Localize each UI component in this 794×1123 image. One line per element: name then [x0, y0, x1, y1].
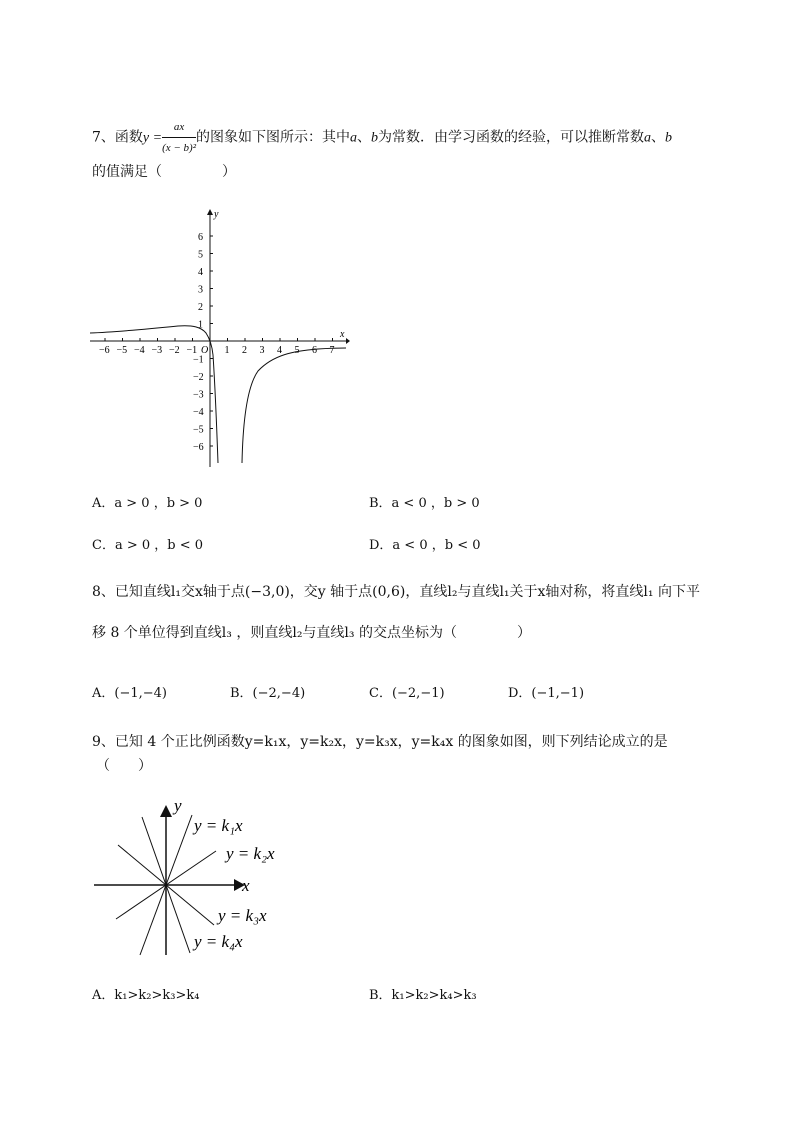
q8-close-paren: ） [516, 625, 531, 641]
q9-option-b[interactable]: B．k₁>k₂>k₄>k₃ [369, 988, 477, 1003]
q7-var-b2: b [665, 130, 673, 146]
q9-label-k3: y = k₃x [218, 906, 267, 925]
q7-text-after: 的图象如下图所示：其中 [196, 129, 351, 146]
q9-label-k1: y = k₁x [194, 816, 243, 835]
q8-option-a[interactable]: A．(−1,−4) [92, 686, 167, 701]
q9-y-label: y [174, 796, 182, 815]
q7-sep2: 、 [651, 129, 666, 146]
q7-x-tick-label: −2 [169, 345, 180, 356]
q7-frac-num: ax [162, 117, 196, 138]
q7-y-tick-label: −1 [193, 354, 204, 366]
q7-option-a[interactable]: A．a > 0 ，b > 0 [92, 496, 203, 511]
q7-text-mid: 为常数．由学习函数的经验，可以推断常数 [378, 129, 645, 146]
q7-x-tick-label: 2 [242, 345, 247, 356]
q7-y-tick-label: −2 [193, 372, 204, 383]
q7-x-tick-label: 5 [294, 345, 300, 356]
q7-y-tick-label: 4 [198, 267, 203, 278]
q7-y-tick-label: −3 [193, 389, 204, 401]
q9-stem-line1: 9、已知 4 个正比例函数y=k₁x，y=k₂x，y=k₃x，y=k₄x 的图象如图，则下列结论成立的是 [92, 734, 668, 750]
q7-x-label: x [340, 329, 345, 340]
q7-x-tick-label: −3 [151, 345, 163, 356]
q7-x-tick-label: 3 [259, 345, 265, 356]
q7-sep: 、 [357, 129, 372, 146]
q7-y-label: y [214, 209, 219, 220]
q7-x-arrow-icon [346, 338, 350, 344]
q7-x-tick-label: 1 [224, 345, 230, 356]
q7-x-tick-label: −1 [186, 345, 198, 356]
q7-y-eq: y = [142, 130, 163, 146]
q7-option-b[interactable]: B．a < 0 ，b > 0 [369, 496, 480, 511]
q9-x-label: x [242, 876, 250, 895]
q7-y-tick-label: −6 [193, 442, 204, 453]
q9-option-a[interactable]: A．k₁>k₂>k₃>k₄ [92, 988, 200, 1003]
q7-y-tick-label: −4 [193, 407, 204, 418]
q7-option-d[interactable]: D．a < 0 ，b < 0 [369, 538, 481, 553]
q7-number: 7、 [92, 129, 115, 146]
q9-label-k4: y = k₄x [194, 932, 243, 951]
q7-close-paren: ） [222, 164, 236, 180]
q7-y-arrow-icon [207, 209, 213, 215]
q8-option-b[interactable]: B．(−2,−4) [230, 686, 306, 701]
q8-stem-line1: 8、已知直线l₁交x轴于点(−3,0)，交y 轴于点(0,6)，直线l₂与直线l₁关于x轴对称，将直线l₁ 向下平 [92, 584, 700, 600]
q9-stem-line2: （ ） [96, 758, 152, 774]
q7-y-tick-label: 2 [198, 302, 203, 313]
q7-x-tick-label: 7 [329, 345, 335, 356]
q7-stem-line1 [92, 117, 672, 158]
q8-stem-line2 [92, 623, 531, 643]
q9-graph [90, 795, 310, 970]
q8-option-d[interactable]: D．(−1,−1) [508, 686, 585, 701]
q7-y-tick-label: 6 [198, 232, 203, 243]
q7-curve-right [242, 348, 346, 463]
q7-stem-line2 [92, 162, 236, 182]
q7-origin-label: O [201, 345, 209, 356]
q7-graph [88, 205, 353, 470]
q7-var-a: a [350, 130, 358, 146]
q7-var-b: b [371, 130, 379, 146]
q9-label-k2: y = k₂x [226, 844, 275, 863]
q7-x-tick-label: 6 [312, 345, 317, 356]
q7-y-tick-label: 5 [198, 249, 203, 261]
q7-line2: 的值满足（ [92, 164, 162, 180]
q7-y-tick-label: 3 [198, 284, 203, 296]
q7-x-tick-label: 4 [277, 345, 282, 356]
q8-line2: 移 8 个单位得到直线l₃ ，则直线l₂与直线l₃ 的交点坐标为（ [92, 625, 457, 641]
q7-x-tick-label: −5 [116, 345, 128, 356]
q7-x-tick-label: −4 [134, 345, 145, 356]
q7-fraction [162, 117, 196, 158]
q7-frac-den: (x − b)² [162, 142, 197, 154]
q7-y-tick-label: 1 [198, 319, 203, 331]
q7-var-a2: a [644, 130, 652, 146]
q7-option-c[interactable]: C．a > 0 ，b < 0 [92, 538, 204, 553]
q8-option-c[interactable]: C．(−2,−1) [369, 686, 445, 701]
q7-y-tick-label: −5 [193, 424, 204, 436]
q7-x-tick-label: −6 [99, 345, 110, 356]
q7-text: 函数 [114, 129, 143, 146]
q9-y-arrow-icon [160, 805, 172, 817]
